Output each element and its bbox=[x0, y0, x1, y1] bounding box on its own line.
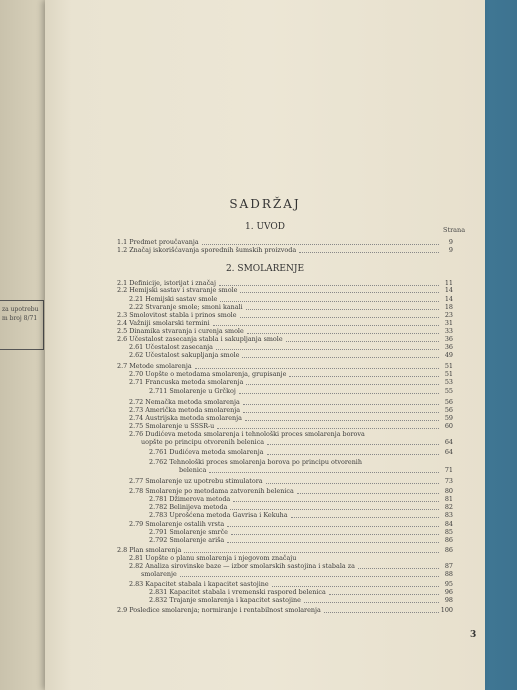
dot-leader bbox=[247, 332, 439, 334]
dot-leader bbox=[267, 453, 439, 455]
toc-entry-title: 2.783 Uprošćena metoda Gavrisa i Kekuha bbox=[149, 511, 288, 519]
toc-entry bbox=[129, 370, 453, 378]
toc-entry bbox=[129, 414, 453, 422]
toc-entry-page: 36 bbox=[444, 335, 453, 343]
toc-entry bbox=[129, 343, 453, 351]
toc-entry-title: 2.79 Smolarenje ostalih vrsta bbox=[129, 520, 225, 528]
section-heading: 1. UVOD bbox=[245, 222, 285, 232]
toc-entry bbox=[149, 596, 453, 604]
dot-leader bbox=[180, 575, 439, 577]
dot-leader bbox=[202, 243, 439, 245]
toc-entry bbox=[117, 286, 453, 294]
table-of-contents bbox=[45, 0, 485, 690]
toc-entry-page: 36 bbox=[444, 343, 453, 351]
toc-entry-page: 18 bbox=[444, 303, 453, 311]
toc-entry bbox=[141, 570, 453, 578]
toc-entry-page: 85 bbox=[444, 528, 453, 536]
toc-entry-page: 64 bbox=[444, 448, 453, 456]
toc-entry-title: 2.832 Trajanje smolarenja i kapacitet sastojine bbox=[149, 596, 301, 604]
page-column-label: Strana bbox=[443, 226, 466, 234]
dot-leader bbox=[227, 525, 439, 527]
toc-entry bbox=[149, 528, 453, 536]
toc-entry-title: 2.782 Belinijeva metoda bbox=[149, 503, 228, 511]
toc-entry bbox=[129, 477, 453, 485]
toc-entry bbox=[129, 351, 453, 359]
dot-leader bbox=[245, 419, 439, 421]
toc-entry bbox=[129, 422, 453, 430]
toc-entry-page: 31 bbox=[444, 319, 453, 327]
toc-entry-page: 96 bbox=[444, 588, 453, 596]
toc-entry bbox=[129, 303, 453, 311]
toc-entry bbox=[129, 580, 453, 588]
toc-entry-title: 2.72 Nemačka metoda smolarenja bbox=[129, 398, 240, 406]
toc-entry-page: 9 bbox=[448, 238, 453, 246]
toc-entry-title: 2.73 Američka metoda smolarenja bbox=[129, 406, 241, 414]
toc-entry-page: 33 bbox=[444, 327, 453, 335]
toc-entry bbox=[117, 238, 453, 246]
toc-entry bbox=[117, 311, 453, 319]
toc-entry-title: 2.4 Važniji smolarski termini bbox=[117, 319, 210, 327]
toc-entry bbox=[149, 536, 453, 544]
toc-entry-title: 2.83 Kapacitet stabala i kapacitet sastojine bbox=[129, 580, 269, 588]
toc-entry-page: 51 bbox=[444, 362, 453, 370]
toc-entry-page: 14 bbox=[444, 295, 453, 303]
dot-leader bbox=[230, 508, 439, 510]
toc-entry-page: 11 bbox=[444, 279, 453, 287]
dot-leader bbox=[243, 411, 439, 413]
toc-entry bbox=[129, 554, 453, 562]
toc-entry bbox=[117, 362, 453, 370]
dot-leader bbox=[246, 308, 439, 310]
toc-entry-page: 9 bbox=[448, 246, 453, 254]
toc-entry bbox=[149, 448, 453, 456]
dot-leader bbox=[291, 516, 439, 518]
toc-entry-title: 2.7 Metode smolarenja bbox=[117, 362, 192, 370]
dot-leader bbox=[267, 443, 439, 445]
toc-entry-title: 2.3 Smolovitost stabla i prinos smole bbox=[117, 311, 237, 319]
toc-entry-page: 95 bbox=[444, 580, 453, 588]
toc-entry bbox=[149, 495, 453, 503]
toc-entry-page: 86 bbox=[444, 546, 453, 554]
toc-entry-page: 82 bbox=[444, 503, 453, 511]
dot-leader bbox=[209, 471, 439, 473]
page-number: 3 bbox=[470, 630, 477, 640]
toc-entry bbox=[129, 520, 453, 528]
toc-entry-title: 2.6 Učestalost zasecanja stabla i sakupljanja smole bbox=[117, 335, 283, 343]
toc-entry-title: 2.70 Uopšte o metodama smolarenja, grupisanje bbox=[129, 370, 287, 378]
toc-entry-title: 2.2 Hemijski sastav i stvaranje smole bbox=[117, 286, 238, 294]
dot-leader bbox=[246, 383, 439, 385]
dot-leader bbox=[216, 348, 439, 350]
dot-leader bbox=[299, 251, 439, 253]
toc-entry-page: 81 bbox=[444, 495, 453, 503]
dot-leader bbox=[233, 500, 439, 502]
toc-entry-title: 2.77 Smolarenje uz upotrebu stimulatora bbox=[129, 477, 263, 485]
toc-entry bbox=[129, 430, 453, 438]
toc-entry bbox=[149, 588, 453, 596]
dot-leader bbox=[329, 593, 439, 595]
toc-entry-page: 86 bbox=[444, 536, 453, 544]
toc-entry-title: 2.792 Smolarenje ariša bbox=[149, 536, 225, 544]
toc-entry bbox=[117, 327, 453, 335]
section-heading: 2. SMOLARENJE bbox=[225, 264, 305, 274]
toc-entry-page: 53 bbox=[444, 378, 453, 386]
stamp-line: m broj 8/71 bbox=[2, 315, 38, 322]
toc-entry-page: 73 bbox=[444, 477, 453, 485]
dot-leader bbox=[272, 585, 439, 587]
toc-entry-title: belenica bbox=[179, 466, 207, 474]
toc-entry-page: 59 bbox=[444, 414, 453, 422]
toc-entry-page: 55 bbox=[444, 387, 453, 395]
dot-leader bbox=[239, 392, 439, 394]
toc-entry bbox=[117, 319, 453, 327]
dot-leader bbox=[213, 324, 439, 326]
toc-entry-title: 2.1 Definicije, istorijat i značaj bbox=[117, 279, 216, 287]
dot-leader bbox=[266, 482, 439, 484]
toc-entry-title: 2.762 Tehnološki proces smolarenja borova po principu otvorenih bbox=[149, 458, 362, 466]
toc-entry bbox=[129, 487, 453, 495]
toc-entry-title: 2.82 Analiza sirovinske baze — izbor smolarskih sastojina i stabala za bbox=[129, 562, 355, 570]
toc-entry-page: 56 bbox=[444, 398, 453, 406]
toc-entry-page: 56 bbox=[444, 406, 453, 414]
toc-entry-title: 2.22 Stvaranje smole; smoni kanali bbox=[129, 303, 243, 311]
stamp-line: za upotrebu bbox=[2, 306, 39, 313]
dot-leader bbox=[324, 611, 439, 613]
toc-entry bbox=[129, 378, 453, 386]
toc-entry-title: 2.791 Smolarenje smrče bbox=[149, 528, 228, 536]
toc-entry-page: 23 bbox=[444, 311, 453, 319]
toc-entry-title: 2.5 Dinamika stvaranja i curenja smole bbox=[117, 327, 244, 335]
toc-entry-page: 60 bbox=[444, 422, 453, 430]
dot-leader bbox=[358, 567, 439, 569]
toc-entry-title: 2.75 Smolarenje u SSSR-u bbox=[129, 422, 215, 430]
dot-leader bbox=[297, 492, 439, 494]
toc-entry-title: 2.711 Smolarenje u Grčkoj bbox=[149, 387, 236, 395]
toc-entry-page: 87 bbox=[444, 562, 453, 570]
toc-entry-title: 2.8 Plan smolarenja bbox=[117, 546, 182, 554]
toc-entry-page: 100 bbox=[440, 606, 453, 614]
toc-entry-title: 2.81 Uopšte o planu smolarenja i njegovom značaju bbox=[129, 554, 297, 562]
toc-entry-page: 49 bbox=[444, 351, 453, 359]
toc-entry-page: 71 bbox=[444, 466, 453, 474]
dot-leader bbox=[217, 427, 439, 429]
toc-entry bbox=[117, 606, 453, 614]
dot-leader bbox=[231, 533, 439, 535]
toc-entry-title: 2.76 Dudićeva metoda smolarenja i tehnološki proces smolarenja borova bbox=[129, 430, 365, 438]
toc-entry bbox=[129, 295, 453, 303]
toc-entry-title: smolarenje bbox=[141, 570, 177, 578]
toc-entry-title: 2.74 Austrijska metoda smolarenja bbox=[129, 414, 242, 422]
toc-entry-page: 80 bbox=[444, 487, 453, 495]
toc-entry bbox=[149, 511, 453, 519]
toc-entry bbox=[129, 562, 453, 570]
toc-entry-page: 83 bbox=[444, 511, 453, 519]
toc-entry-title: 2.761 Dudićeva metoda smolarenja bbox=[149, 448, 264, 456]
toc-entry-title: 2.62 Učestalost sakupljanja smole bbox=[129, 351, 240, 359]
dot-leader bbox=[195, 367, 439, 369]
page-title: SADRŽAJ bbox=[229, 197, 301, 211]
toc-entry-title: 2.781 Džimerova metoda bbox=[149, 495, 231, 503]
toc-entry bbox=[149, 503, 453, 511]
toc-entry-title: 1.1 Predmet proučavanja bbox=[117, 238, 199, 246]
toc-entry bbox=[179, 466, 453, 474]
toc-entry-title: 1.2 Značaj iskorišćavanja sporednih šumskih proizvoda bbox=[117, 246, 297, 254]
toc-entry-title: uopšte po principu otvorenih belenica bbox=[141, 438, 265, 446]
dot-leader bbox=[184, 551, 439, 553]
dot-leader bbox=[227, 541, 439, 543]
dot-leader bbox=[240, 316, 439, 318]
toc-entry-page: 98 bbox=[444, 596, 453, 604]
toc-entry-title: 2.71 Francuska metoda smolarenja bbox=[129, 378, 244, 386]
library-stamp bbox=[0, 300, 44, 350]
toc-entry bbox=[129, 406, 453, 414]
toc-entry-title: 2.831 Kapacitet stabala i vremenski raspored belenica bbox=[149, 588, 326, 596]
dot-leader bbox=[242, 356, 439, 358]
toc-entry-page: 51 bbox=[444, 370, 453, 378]
toc-entry-page: 64 bbox=[444, 438, 453, 446]
toc-entry-title: 2.61 Učestalost zasecanja bbox=[129, 343, 213, 351]
dot-leader bbox=[220, 300, 439, 302]
toc-entry bbox=[149, 387, 453, 395]
toc-entry bbox=[117, 335, 453, 343]
dot-leader bbox=[240, 291, 439, 293]
toc-entry-title: 2.78 Smolarenje po metodama zatvorenih belenica bbox=[129, 487, 294, 495]
dot-leader bbox=[304, 601, 439, 603]
dot-leader bbox=[289, 375, 439, 377]
toc-entry-page: 88 bbox=[444, 570, 453, 578]
toc-entry-page: 84 bbox=[444, 520, 453, 528]
toc-entry-page: 14 bbox=[444, 286, 453, 294]
toc-entry bbox=[129, 398, 453, 406]
toc-entry bbox=[117, 546, 453, 554]
toc-entry bbox=[117, 246, 453, 254]
dot-leader bbox=[286, 340, 439, 342]
toc-entry-title: 2.9 Posledice smolarenja; normiranje i rentabilnost smolarenja bbox=[117, 606, 321, 614]
document-page bbox=[45, 0, 485, 690]
toc-entry-title: 2.21 Hemijski sastav smole bbox=[129, 295, 218, 303]
dot-leader bbox=[243, 403, 439, 405]
toc-entry bbox=[149, 458, 453, 466]
toc-entry bbox=[141, 438, 453, 446]
